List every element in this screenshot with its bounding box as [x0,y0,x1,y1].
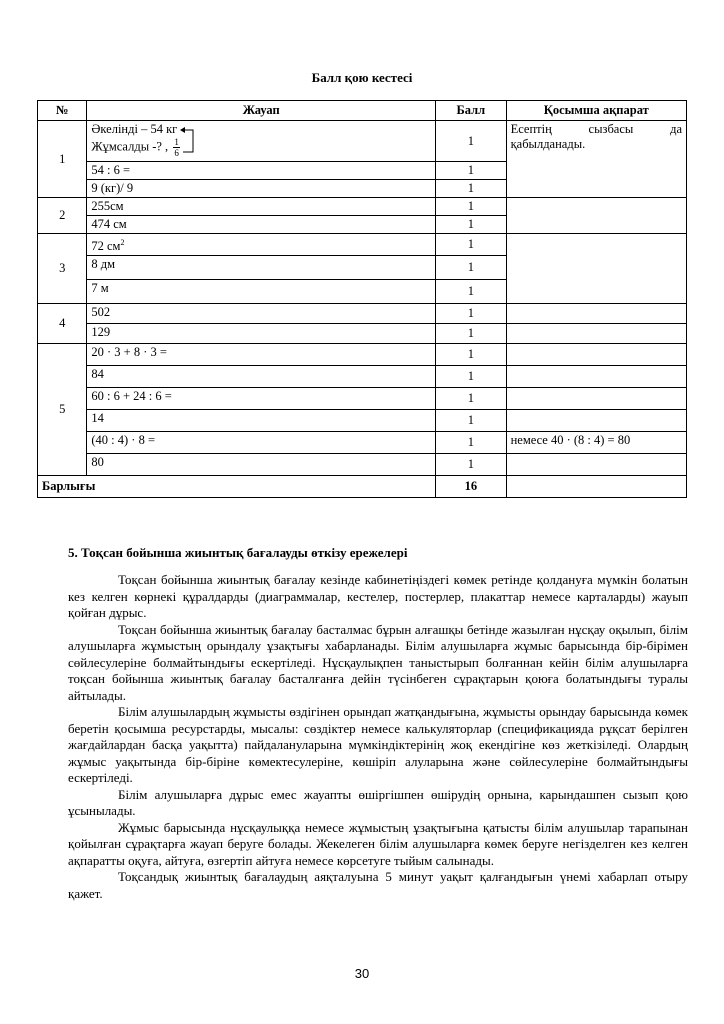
answer-cell: 129 [87,324,436,344]
table-row [38,388,687,410]
question-number: 4 [38,304,87,344]
section-title: 5. Тоқсан бойынша жиынтық бағалауды өткізу ережелері [68,545,408,560]
score-cell: 1 [436,366,507,388]
score-cell: 1 [436,304,507,324]
fraction-denominator: 6 [174,148,179,158]
question-number: 1 [38,121,87,198]
answer-cell: 60 : 6 + 24 : 6 = [87,388,436,410]
answer-cell: (40 : 4) · 8 = [87,432,436,454]
score-cell: 1 [436,180,507,198]
answer-cell: 20 · 3 + 8 · 3 = [87,344,436,366]
extra-info-cell: немесе 40 · (8 : 4) = 80 [506,432,686,454]
extra-info-cell [506,476,686,498]
table-row [38,198,687,216]
score-table [37,100,687,498]
extra-info-cell [506,366,686,388]
total-label: Барлығы [38,476,436,498]
score-cell: 1 [436,256,507,280]
answer-cell: 7 м [87,280,436,304]
paragraph: Білім алушылардың жұмысты өздігінен орындап жатқандығына, жұмысты орындау барысында көмек беретін қосымша ресурстарды, мысалы: сөздіктер немесе калькуляторлар (спецификацияда рұқсат берілген жағдайлардан басқа уақытта) пайдалануларына мүмкіндіктерінің жоқ екендігіне көз жеткізіледі. Олардың жұмыс уақытында бір-біріне көмектесулеріне, көшіріп алуларына және сөйлесулеріне болмайтындығы ескертіледі. [68,704,688,785]
score-cell: 1 [436,162,507,180]
paragraph: Тоқсан бойынша жиынтық бағалау кезінде кабинетіңіздегі көмек ретінде қолдануға мүмкін болатын кез келген көрнекі құралдарды (диаграммалар, кестелер, постерлер, плакаттар немесе карталарды) жауып қойған дұрыс. [68,572,688,620]
answer-cell: 255см [87,198,436,216]
total-row [38,476,687,498]
table-row [38,366,687,388]
table-row [38,121,687,162]
total-score: 16 [436,476,507,498]
page-title: Балл қою кестесі [311,70,413,85]
extra-info-cell [506,388,686,410]
answer-cell: 9 (кг)/ 9 [87,180,436,198]
extra-info-cell [506,324,686,344]
superscript: 2 [120,238,125,247]
score-cell: 1 [436,432,507,454]
rules-text [68,572,688,902]
extra-info-cell [506,234,686,304]
question-number: 2 [38,198,87,234]
table-header-row [38,101,687,121]
table-row [38,344,687,366]
paragraph: Тоқсан бойынша жиынтық бағалау басталмас бұрын алғашқы бетінде жазылған нұсқау оқылып, білім алушыларға жұмыстың орындалу ұзақтығы хабарланады. Білім алушыларға жұмыс барысында бір-бірімен сөйлесулеріне болмайтындығы ескертіледі. Нұсқаулықпен таныстырып болғаннан кейін білім алушыларға тоқсан бойынша жиынтық бағалау басталғанға дейін түсінбеген сұрақтарын қоюға болатындығы туралы айтылады. [68,621,688,703]
extra-info-cell [506,454,686,476]
answer-text: 72 см [91,239,121,254]
extra-info-cell: Есептің сызбасы да қабылданады. [506,121,686,198]
answer-cell: 14 [87,410,436,432]
corner-arrow-icon [179,124,201,154]
answer-text: Жұмсалды -? , [91,139,169,154]
extra-info-cell [506,198,686,234]
score-cell: 1 [436,121,507,162]
paragraph: Тоқсандық жиынтық бағалаудың аяқталуына 5 минут уақыт қалғандығын үнемі хабарлап отыру қажет. [68,869,688,901]
paragraph: Жұмыс барысында нұсқаулыққа немесе жұмыстың ұзақтығына қатысты білім алушылар тарапынан қойылған сұрақтарға жауап беруге болады. Жекелеген білім алушыларға көмек беруге негізделген кез келген ақпаратты оқуға, айтуға, өзгертіп айтуға немесе көрсетуге тыйым салынады. [68,819,688,868]
table-row [38,324,687,344]
fraction-numerator: 1 [174,137,179,147]
answer-cell: 80 [87,454,436,476]
extra-info-cell [506,410,686,432]
answer-cell [87,234,436,256]
table-row [38,454,687,476]
score-cell: 1 [436,388,507,410]
table-row [38,432,687,454]
paragraph: Білім алушыларға дұрыс емес жауапты өшіргішпен өшірудің орнына, карындашпен сызып қою ұсынылады. [68,786,688,818]
score-cell: 1 [436,324,507,344]
table-row [38,410,687,432]
extra-info-cell [506,304,686,324]
answer-text: Әкелінді – 54 кг [91,122,178,136]
score-cell: 1 [436,344,507,366]
table-row [38,304,687,324]
score-cell: 1 [436,234,507,256]
header-extra-info: Қосымша ақпарат [506,101,686,121]
answer-cell: 54 : 6 = [87,162,436,180]
score-cell: 1 [436,410,507,432]
question-number: 5 [38,344,87,476]
table-row [38,234,687,256]
question-number: 3 [38,234,87,304]
page-number: 30 [354,966,370,981]
answer-cell: 474 см [87,216,436,234]
score-cell: 1 [436,216,507,234]
header-score: Балл [436,101,507,121]
score-cell: 1 [436,280,507,304]
score-cell: 1 [436,454,507,476]
extra-info-cell [506,344,686,366]
header-number: № [38,101,87,121]
answer-cell [87,121,436,162]
answer-cell: 8 дм [87,256,436,280]
score-cell: 1 [436,198,507,216]
header-answer: Жауап [87,101,436,121]
answer-cell: 502 [87,304,436,324]
answer-cell: 84 [87,366,436,388]
